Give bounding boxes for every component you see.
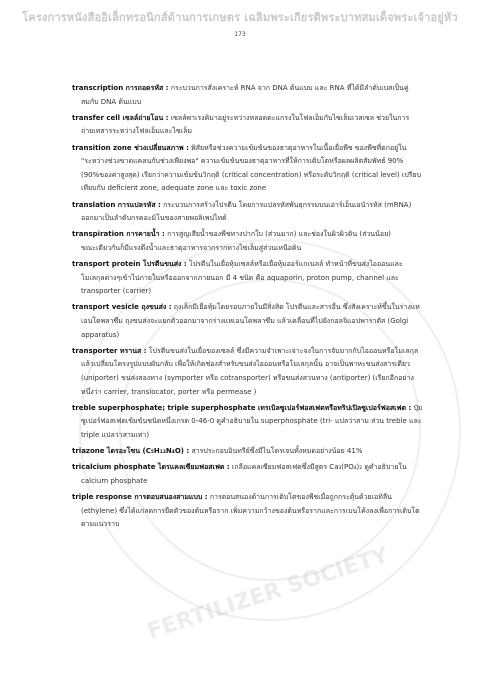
entry-definition-cont: ออกมาเป็นลำดับกรดอะมิโนของสายพอลิเพปไทด์ — [81, 214, 227, 223]
entry-definition: การสูญเสียน้ำของพืชทางปากใบ (ส่วนมาก) และช่องในผิวผิวดิน (ส่วนน้อย) — [167, 230, 391, 239]
page-header: โครงการหนังสืออิเล็กทรอนิกส์ด้านการเกษตร เฉลิมพระเกียรติพระบาทสมเด็จพระเจ้าอยู่หัว — [22, 11, 458, 24]
entry-definition: โปรตีนในเยื่อหุ้มเซลล์หรือเยื่อหุ้มออร์แกเนลล์ ทำหน้าที่ขนส่งไอออนและ — [188, 260, 403, 269]
entry-term: triple response การตอบสนองสามแบบ : — [72, 493, 208, 502]
glossary-entry-transport-protein — [72, 258, 424, 299]
entry-term: transporter ทรานส : — [72, 346, 147, 355]
entry-definition: ถุงเล็กมีเยื่อหุ้มโดยรอบภายในมีสิ่งสิต โปรตีนและสารอื่น ซึ่งสังเคราะห์ขึ้นในร่างแห — [173, 303, 420, 312]
glossary-entry-tricalcium-phosphate — [72, 461, 424, 488]
entry-term: translation การแปลรหัส : — [72, 200, 161, 209]
entry-definition: เกลือแคลเซียมฟอสเฟตซึ่งมีสูตร Ca₃(PO₄)₂ ดูคำอธิบายใน — [231, 463, 407, 472]
entry-term: transport protein โปรตีนขนส่ง : — [72, 260, 187, 269]
glossary-entry-transfer-cell — [72, 112, 424, 139]
page-number: 173 — [234, 31, 246, 38]
entry-definition-cont: ถ่ายเทสารระหว่างโฟลเอ็มและไซเล็ม — [81, 127, 192, 136]
entry-definition-cont: สมกับ DNA ต้นแบบ — [81, 97, 142, 106]
entry-definition-cont: แล้วเปลี่ยนโครงรูปแบบผันกลับ เพื่อให้เกิดช่องสำหรับขนส่งไอออนหรือโมเลกุลนั้น อาจเป็นพาหะขนส่งสารเดียว (uniporter) ขนส่งสองทาง (symporter หรือ cotransporter) หรือขนส่งสวนทาง (antiporter) (เรียกอีกอย่างหนึ่งว่า carrier, translocator, porter หรือ permease ) — [81, 360, 414, 396]
glossary-entry-triple-response — [72, 491, 424, 532]
entry-definition-cont: (ethylene) ซึ่งได้แก่ลดการยืดตัวของต้นหรือราก เพิ่มความกว้างของต้นหรือรากและการเบนโค้งลงเพื่อการเติบโตตามแนวราบ — [81, 506, 420, 529]
glossary-entry-transporter — [72, 345, 424, 399]
entry-definition-cont: เอนโดพลาซึม ถุงขนส่งจะแยกตัวออกมาจากร่างแหเอนโดพลาซึม แล้วเคลื่อนที่ไปยังกอลจิแอปพาราตัส (Golgi apparatus) — [81, 317, 409, 339]
entry-term: triazone ไตรอะโซน (C₅H₁₂N₄O) : — [72, 447, 190, 456]
glossary-entry-triazone — [72, 445, 424, 459]
glossary-entry-transition-zone — [72, 142, 424, 196]
entry-definition-cont: calcium phosphate — [81, 476, 148, 485]
entry-definition: กระบวนการสังเคราะห์ RNA จาก DNA ต้นแบบ และ RNA ที่ได้มีลำดับเบสเป็นคู่ — [170, 84, 409, 92]
glossary-entry-transcription — [72, 82, 424, 109]
entry-term: transcription การถอดรหัส : — [72, 84, 169, 92]
entry-term: tricalcium phosphate ไตรแคลเซียมฟอสเฟต : — [72, 463, 230, 472]
entry-definition: การตอบสนองด้านการเติบโตของพืชเมื่อถูกกระตุ้นด้วยเอทิลีน — [209, 493, 392, 502]
glossary-entry-treble-superphosphate — [72, 402, 424, 443]
entry-term: transpiration การคายน้ำ : — [72, 230, 165, 239]
entry-term: transport vesicle ถุงขนส่ง : — [72, 303, 172, 312]
glossary-entry-transpiration — [72, 228, 424, 255]
entry-definition: สารประกอบอินทรีย์ซึ่งมีไนโตรเจนทั้งหมดอย่างน้อย 41% — [191, 447, 363, 456]
entry-definition-cont: ซูเปอร์ฟอสเฟตเข้มข้นชนิดหนึ่งเกรด 0-46-0 ดูคำอธิบายใน superphosphate (tri- แปลว่าสาม ส่วน treble และ triple แปลว่าสามเท่า) — [81, 417, 422, 439]
entry-definition-cont: ขณะเดียวกันก็มีแรงดึงน้ำและธาตุอาหารจากรากทางไซเล็มสู่ส่วนเหนือดิน — [81, 243, 302, 252]
watermark-text: FERTILIZER SOCIETY — [144, 543, 392, 645]
entry-term: treble superphosphate; triple superphosphate เทรเบิลซูเปอร์ฟอสเฟตหรือทริปเปิลซูเปอร์ฟอสเฟต : — [72, 403, 412, 412]
entry-definition: พิสัยหรือช่วงความเข้มข้นของธาตุอาหารในเนื้อเยื่อพืช ของพืชที่ตกอยู่ใน — [191, 143, 407, 152]
glossary-entry-transport-vesicle — [72, 301, 424, 342]
entry-definition: กระบวนการสร้างโปรตีน โดยการแปลรหัสพันธุกรรมบนเอาร์เอ็นเอนำรหัส (mRNA) — [163, 200, 412, 209]
glossary-entry-translation — [72, 199, 424, 226]
entry-term: transfer cell เซลล์ถ่ายโอน : — [72, 113, 169, 122]
entry-definition: ปุ๋ย — [413, 403, 423, 412]
glossary-entries — [72, 82, 424, 535]
entry-definition: โปรตีนขนส่งในเยื่อของเซลล์ ซึ่งมีความจำเพาะเจาะจงในการจับมากกับไอออนหรือโมเลกุล — [148, 346, 419, 355]
entry-definition-cont: โมเลกุลต่างๆเข้าไปภายในหรือออกจากภายนอก มี 4 ชนิด คือ aquaporin, proton pump, channel และ transporter (carrier) — [81, 273, 399, 296]
entry-definition-cont: "ระหว่างช่วงขาดแคลนกับช่วงเพียงพอ" ความเข้มข้นของธาตุอาหารที่ให้การเติบโตหรือผลผลิตสัมพัทธ์ 90% (90%ของค่าสูงสุด) เรียกว่าความเข้มข้นวิกฤติ (critical concentration) หรือระดับวิกฤติ (critical level) เปรียบเทียบกับ deficient zone, adequate zone และ toxic zone — [81, 157, 422, 193]
entry-term: transition zone ช่วงเปลี่ยนสภาพ : — [72, 143, 189, 152]
entry-definition: เซลล์พาเรงคิมาอยู่ระหว่างหลอดตะแกรงในโฟลเอ็มกับไซเล็มเวสเซล ช่วยในการ — [170, 113, 410, 122]
